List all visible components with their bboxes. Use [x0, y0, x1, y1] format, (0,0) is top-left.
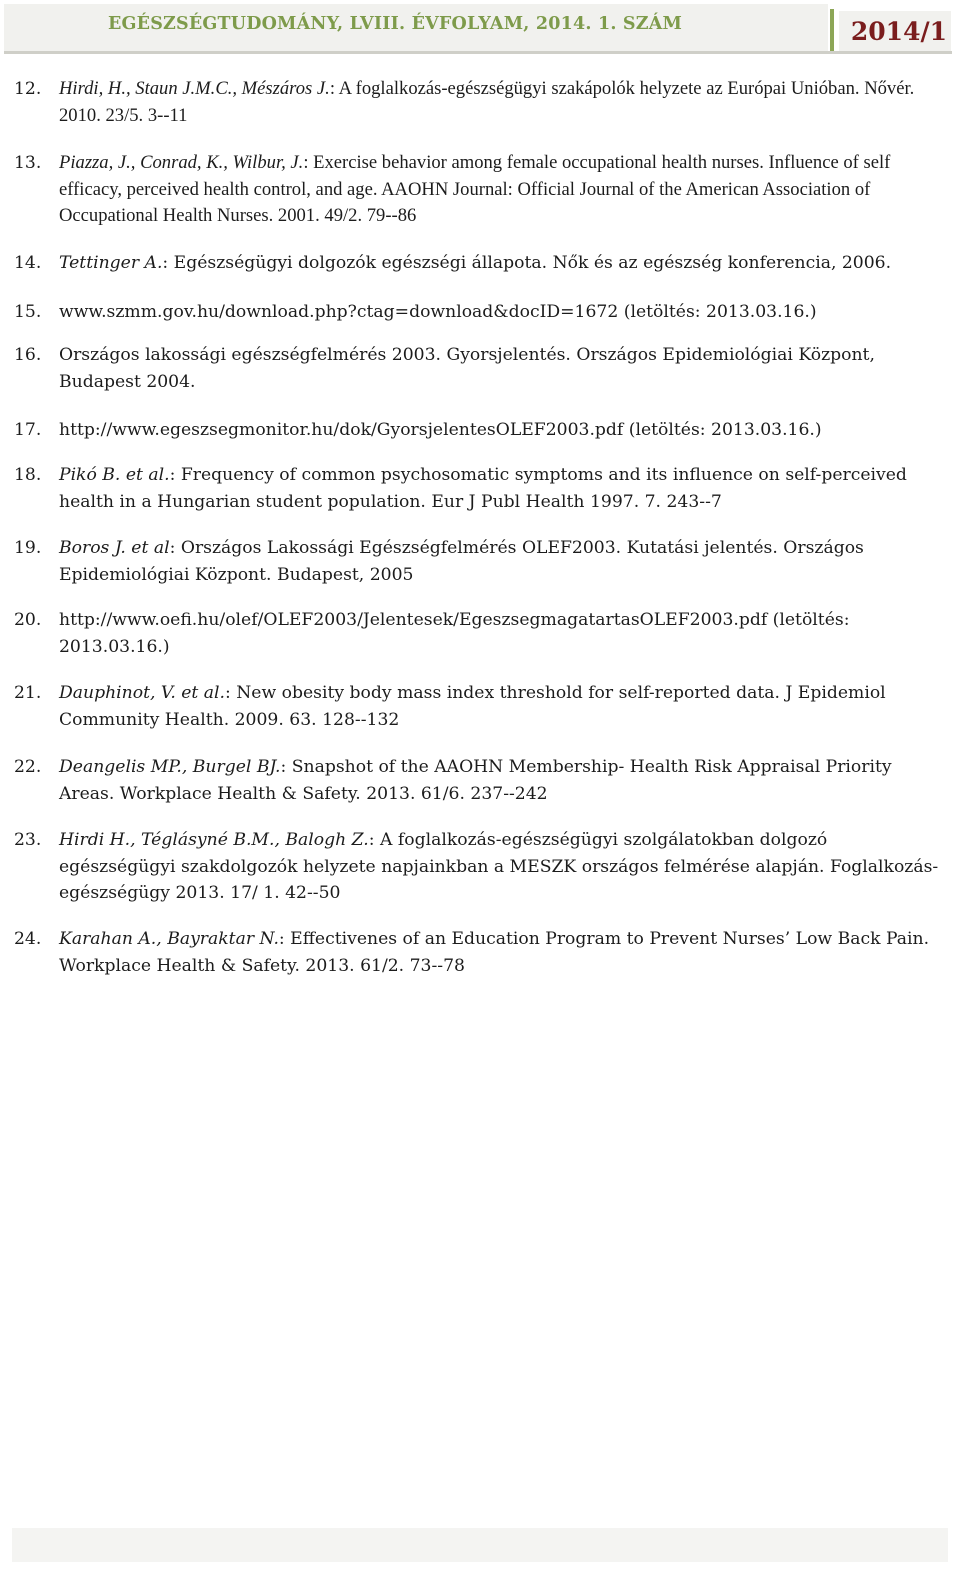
reference-text: : Effectivenes of an Education Program to Prevent Nurses’ Low Back Pain. Workplace Health & Safety. 2013. 61/2. 73--78: [59, 929, 930, 976]
reference-authors: Piazza, J., Conrad, K., Wilbur, J.: [59, 152, 304, 173]
reference-item: [14, 250, 944, 277]
reference-text: : Snapshot of the AAOHN Membership- Health Risk Appraisal Priority Areas. Workplace Health & Safety. 2013. 61/6. 237--242: [59, 757, 892, 804]
reference-number: 22.: [14, 757, 42, 777]
reference-number: 23.: [14, 830, 42, 850]
reference-item: [14, 827, 944, 907]
reference-text: : New obesity body mass index threshold for self-reported data. J Epidemiol Community Health. 2009. 63. 128--132: [59, 683, 886, 730]
reference-item: [14, 535, 944, 588]
reference-number: 19.: [14, 538, 42, 558]
reference-number: 16.: [14, 345, 42, 365]
reference-item: [14, 462, 944, 515]
reference-text: : Frequency of common psychosomatic symptoms and its influence on self-perceived health in a Hungarian student population. Eur J Publ Health 1997. 7. 243--7: [59, 465, 907, 512]
reference-item: [14, 607, 944, 660]
reference-authors: Boros J. et al: [59, 538, 170, 558]
reference-text: : Országos Lakossági Egészségfelmérés OLEF2003. Kutatási jelentés. Országos Epidemiológiai Központ. Budapest, 2005: [59, 538, 864, 585]
reference-item: [14, 926, 944, 979]
reference-number: 21.: [14, 683, 42, 703]
reference-item: [14, 299, 944, 326]
reference-item: [14, 76, 944, 129]
reference-authors: Hirdi H., Téglásyné B.M., Balogh Z.: [59, 830, 369, 850]
header-accent-bar: [830, 9, 834, 51]
running-header: [4, 4, 952, 53]
reference-authors: Deangelis MP., Burgel BJ.: [59, 757, 281, 777]
reference-text: http://www.oefi.hu/olef/OLEF2003/Jelentesek/EgeszsegmagatartasOLEF2003.pdf (letöltés: 2013.03.16.): [59, 610, 850, 657]
reference-item: [14, 342, 944, 395]
reference-text: http://www.egeszsegmonitor.hu/dok/GyorsjelentesOLEF2003.pdf (letöltés: 2013.03.16.): [59, 420, 822, 440]
reference-authors: Pikó B. et al.: [59, 465, 170, 485]
reference-number: 13.: [14, 153, 42, 173]
reference-authors: Karahan A., Bayraktar N.: [59, 929, 279, 949]
reference-item: [14, 417, 944, 444]
header-band: [4, 4, 828, 51]
reference-number: 24.: [14, 929, 42, 949]
reference-number: 12.: [14, 79, 42, 99]
reference-authors: Dauphinot, V. et al.: [59, 683, 225, 703]
reference-text: : Exercise behavior among female occupational health nurses. Influence of self efficacy, perceived health control, and age. AAOHN Journal: Official Journal of the American Association of Occupational Health Nurses. 2001. 49/2. 79--86: [59, 152, 891, 226]
reference-number: 15.: [14, 302, 42, 322]
reference-text: Országos lakossági egészségfelmérés 2003. Gyorsjelentés. Országos Epidemiológiai Központ, Budapest 2004.: [59, 345, 875, 392]
reference-number: 14.: [14, 253, 42, 273]
reference-item: [14, 150, 944, 230]
reference-number: 17.: [14, 420, 42, 440]
reference-number: 18.: [14, 465, 42, 485]
reference-item: [14, 754, 944, 807]
reference-text: : A foglalkozás-egészségügyi szolgálatokban dolgozó egészségügyi szakdolgozók helyzete napjainkban a MESZK országos felmérése alapján. Foglalkozás-egészségügy 2013. 17/ 1. 42--50: [59, 830, 939, 903]
reference-text: : Egészségügyi dolgozók egészségi állapota. Nők és az egészség konferencia, 2006.: [162, 253, 892, 273]
header-divider: [4, 51, 952, 54]
reference-authors: Tettinger A.: [59, 253, 163, 273]
journal-title: EGÉSZSÉGTUDOMÁNY, LVIII. ÉVFOLYAM, 2014. 1. SZÁM: [108, 14, 683, 34]
reference-text: : A foglalkozás-egészségügyi szakápolók helyzete az Európai Unióban. Nővér. 2010. 23/5. 3--11: [59, 78, 915, 126]
reference-authors: Hirdi, H., Staun J.M.C., Mészáros J.: [59, 78, 330, 99]
reference-number: 20.: [14, 610, 42, 630]
page-footer: [12, 1528, 948, 1562]
issue-number: 2014/1: [839, 11, 951, 51]
reference-text: www.szmm.gov.hu/download.php?ctag=download&docID=1672 (letöltés: 2013.03.16.): [59, 302, 817, 322]
reference-item: [14, 680, 944, 733]
